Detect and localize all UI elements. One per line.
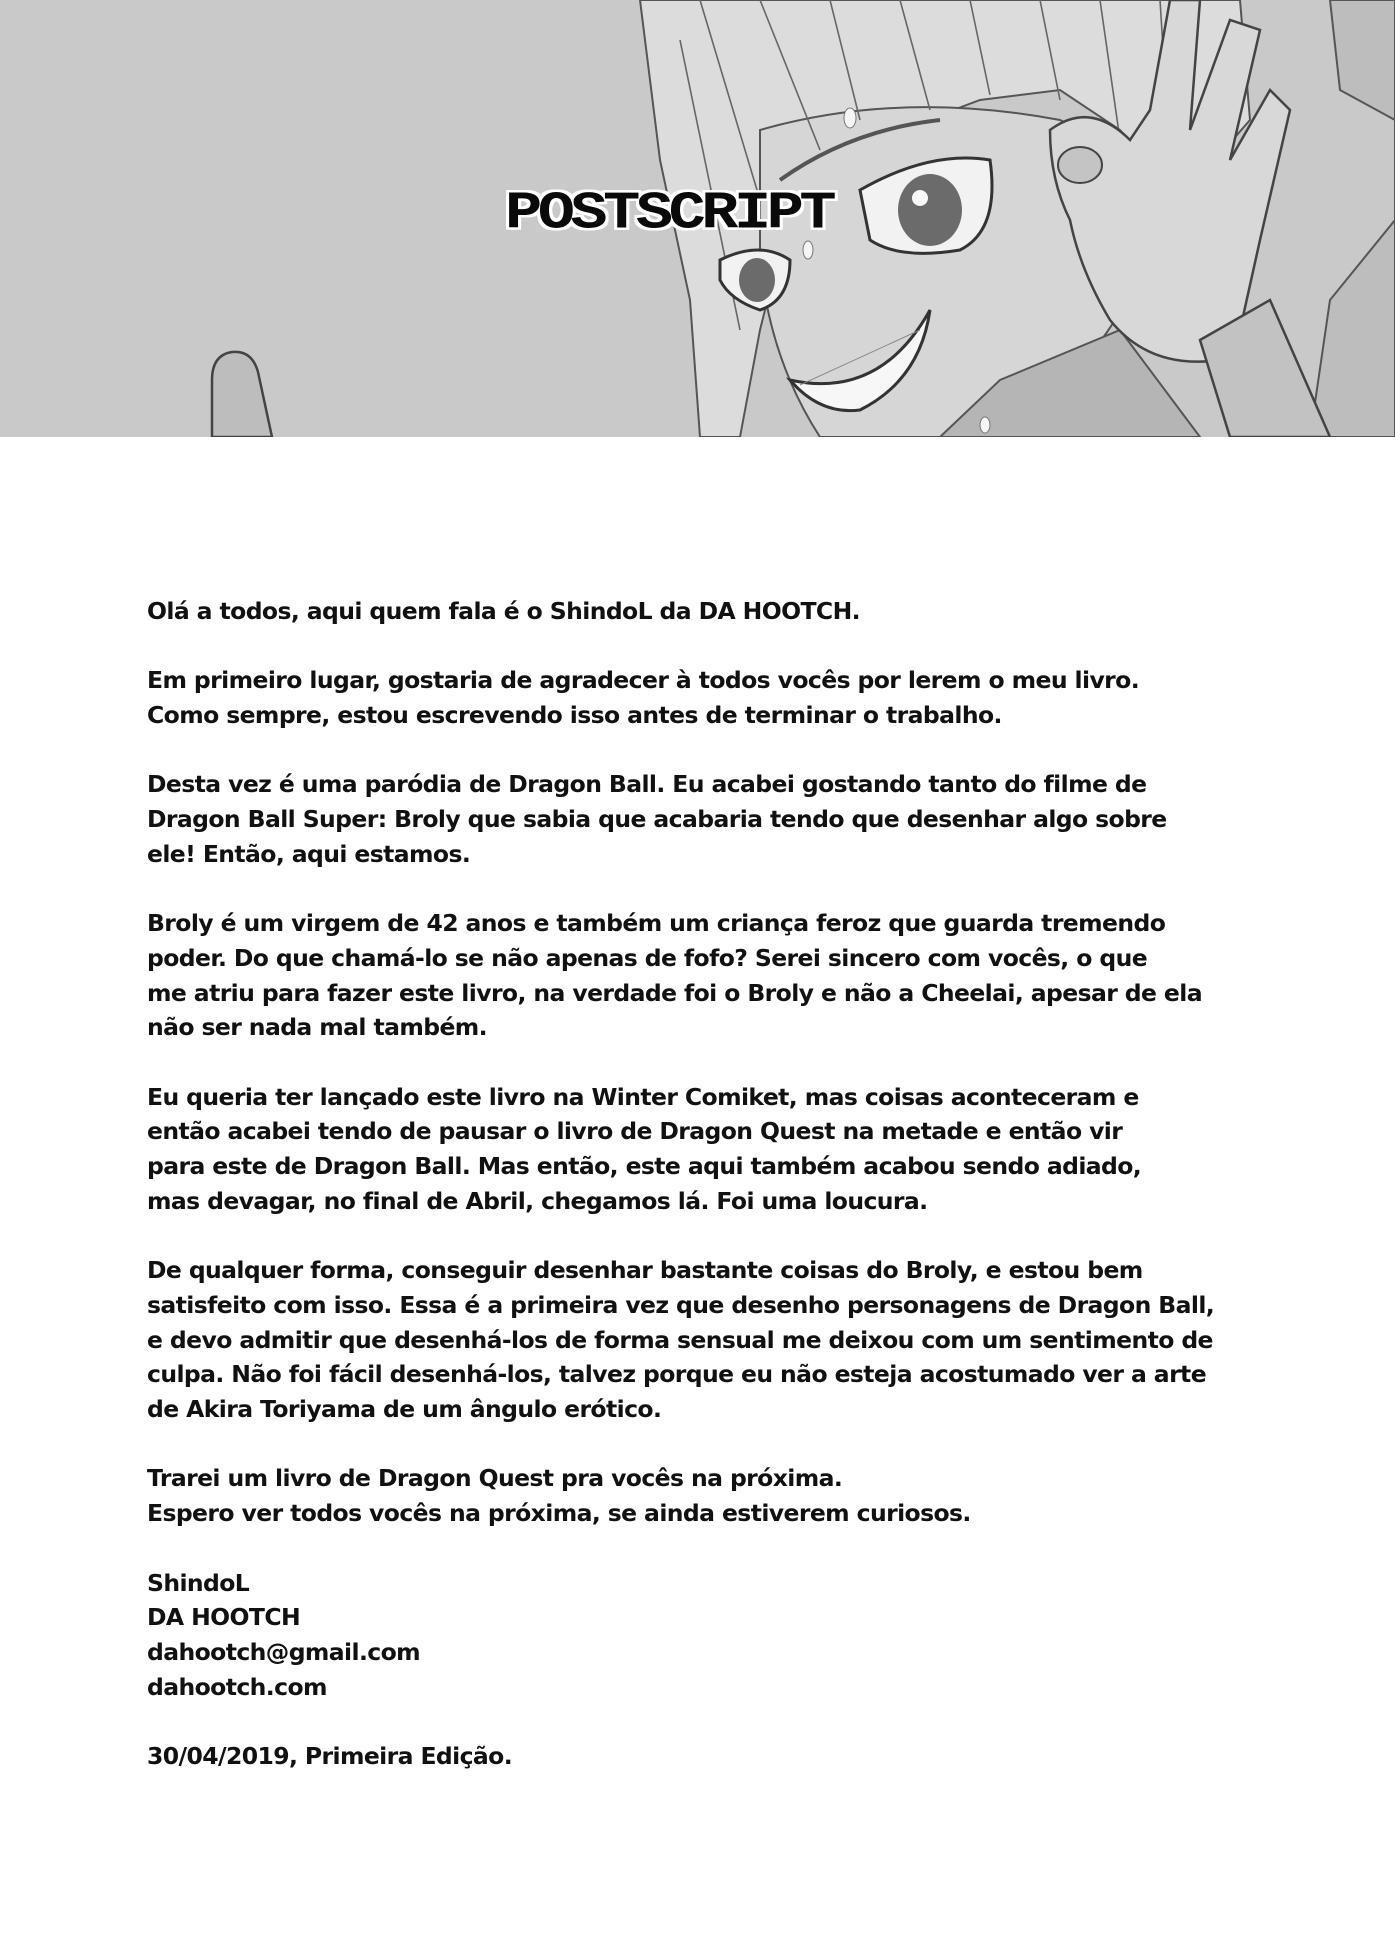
text-line: para este de Dragon Ball. Mas então, este aqui também acabou sendo adiado, <box>147 1152 1142 1181</box>
text-line: Dragon Ball Super: Broly que sabia que acabaria tendo que desenhar algo sobre <box>147 805 1167 834</box>
text-line: ele! Então, aqui estamos. <box>147 839 471 868</box>
text-line: Espero ver todos vocês na próxima, se ainda estiverem curiosos. <box>147 1499 971 1528</box>
text-line: Olá a todos, aqui quem fala é o ShindoL da DA HOOTCH. <box>147 597 860 625</box>
text-line: Em primeiro lugar, gostaria de agradecer à todos vocês por lerem o meu livro. <box>147 666 1140 695</box>
paragraph-thanks <box>147 663 1347 732</box>
text-line: e devo admitir que desenhá-los de forma sensual me deixou com um sentimento de <box>147 1325 1213 1354</box>
text-line: de Akira Toriyama de um ângulo erótico. <box>147 1395 662 1424</box>
text-line: Broly é um virgem de 42 anos e também um criança feroz que guarda tremendo <box>147 909 1166 938</box>
website: dahootch.com <box>147 1672 327 1701</box>
author-name: ShindoL <box>147 1568 250 1597</box>
text-line: mas devagar, no final de Abril, chegamos lá. Foi uma loucura. <box>147 1186 928 1215</box>
page-title: POSTSCRIPT <box>505 183 833 244</box>
text-line: Trarei um livro de Dragon Quest pra vocês na próxima. <box>147 1464 843 1493</box>
text-line: De qualquer forma, conseguir desenhar bastante coisas do Broly, e estou bem <box>147 1256 1143 1285</box>
text-line: não ser nada mal também. <box>147 1013 487 1042</box>
paragraph-satisfaction <box>147 1253 1347 1427</box>
circle-name: DA HOOTCH <box>147 1603 301 1632</box>
text-line: Como sempre, estou escrevendo isso antes de terminar o trabalho. <box>147 701 1002 730</box>
text-line: poder. Do que chamá-lo se não apenas de fofo? Serei sincero com vocês, o que <box>147 943 1148 972</box>
text-line: me atriu para fazer este livro, na verdade foi o Broly e não a Cheelai, apesar de ela <box>147 978 1202 1007</box>
text-line: satisfeito com isso. Essa é a primeira vez que desenho personagens de Dragon Ball, <box>147 1290 1215 1319</box>
text-line: então acabei tendo de pausar o livro de Dragon Quest na metade e então vir <box>147 1117 1123 1146</box>
paragraph-greeting <box>147 594 1347 629</box>
text-line: culpa. Não foi fácil desenhá-los, talvez porque eu não esteja acostumado ver a arte <box>147 1360 1207 1389</box>
paragraph-broly <box>147 906 1347 1045</box>
contact-email: dahootch@gmail.com <box>147 1637 421 1666</box>
signature-block <box>147 1566 1347 1705</box>
text-line: Desta vez é uma paródia de Dragon Ball. Eu acabei gostando tanto do filme de <box>147 770 1147 799</box>
paragraph-release <box>147 1080 1347 1219</box>
header-banner <box>0 0 1395 437</box>
paragraph-parody <box>147 767 1347 871</box>
postscript-letter <box>147 594 1347 1808</box>
text-line: Eu queria ter lançado este livro na Winter Comiket, mas coisas aconteceram e <box>147 1082 1139 1111</box>
paragraph-closing <box>147 1461 1347 1530</box>
edition-date <box>147 1739 1347 1774</box>
date-line: 30/04/2019, Primeira Edição. <box>147 1742 513 1771</box>
